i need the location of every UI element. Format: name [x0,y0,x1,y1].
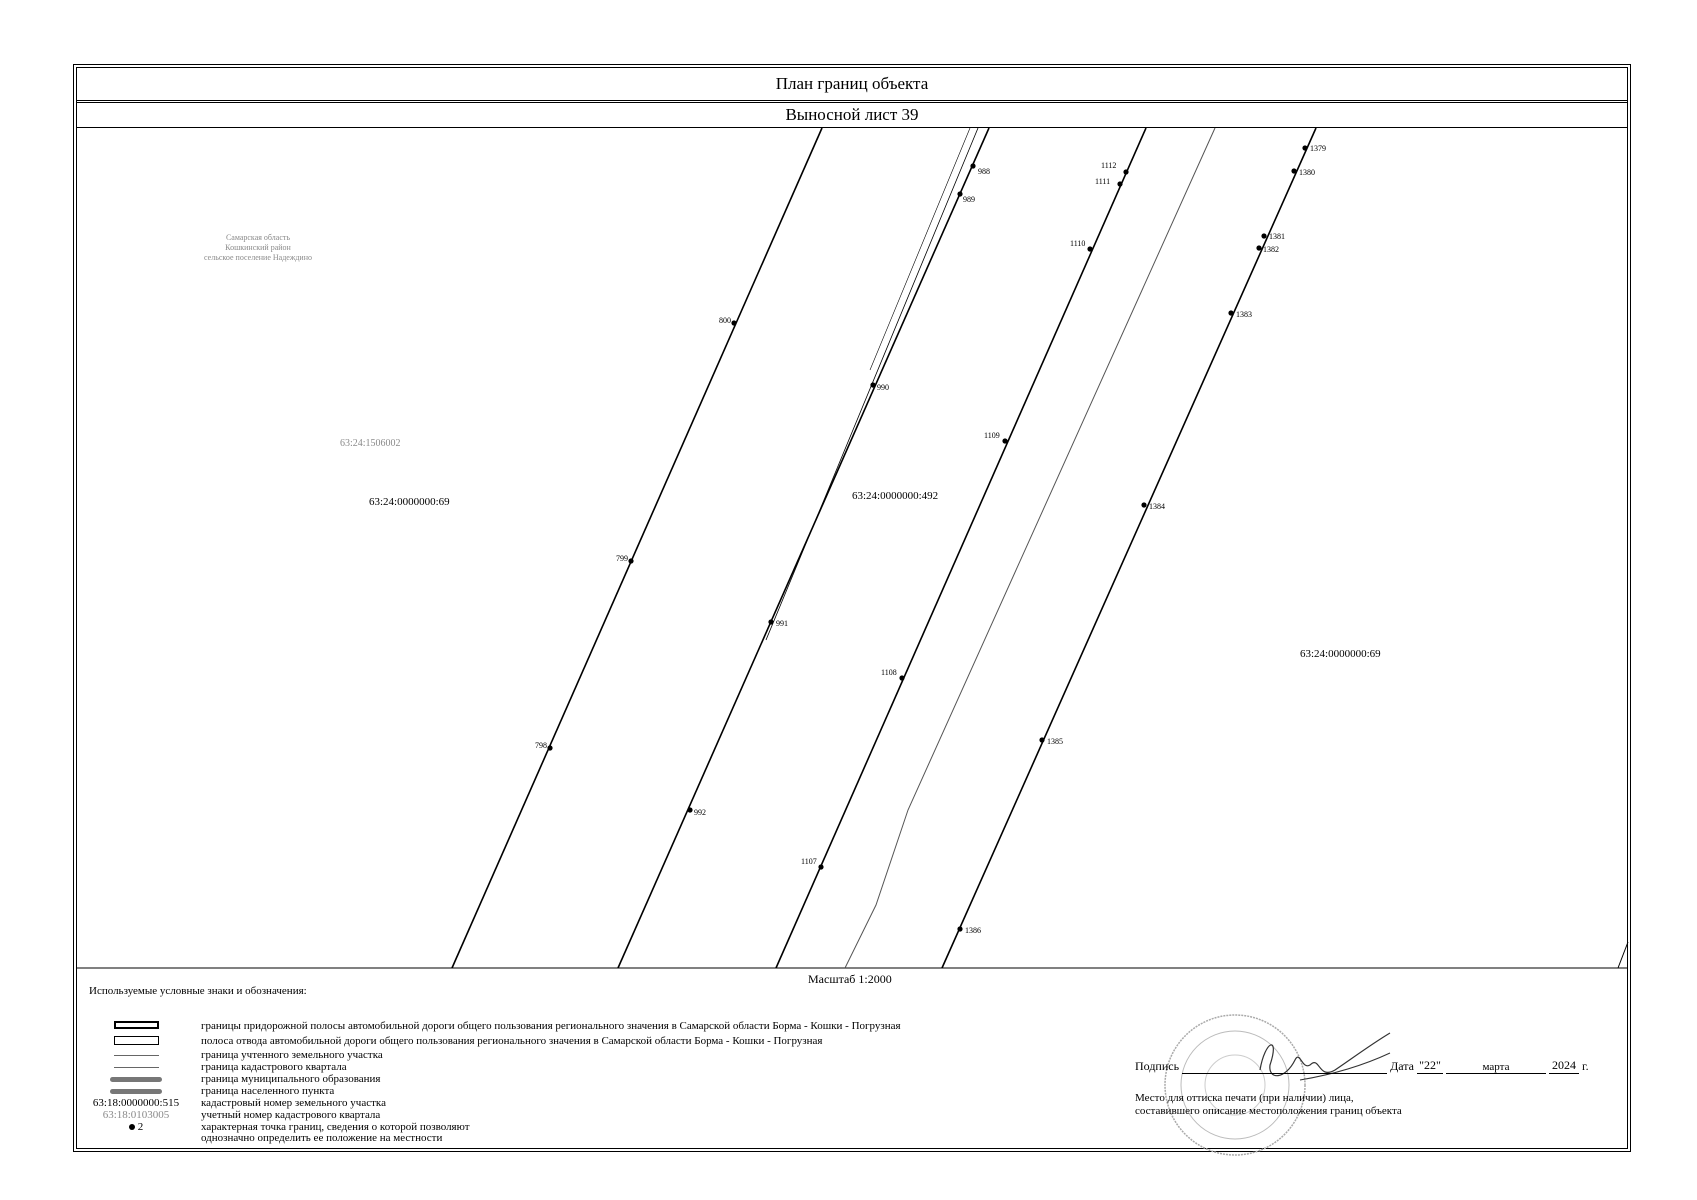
boundary-point-992-marker [687,807,692,812]
region-note-line-1: Самарская область [225,233,291,242]
signature-row [1135,1058,1589,1074]
sheet-title-text: Выносной лист 39 [785,105,919,124]
boundary-point-1386-label: 1386 [965,926,981,935]
boundary-line-1379-1386 [942,128,1316,968]
legend-text: границы придорожной полосы автомобильной дороги общего пользования регионального значения в Самарской области Борма - Кошки - Погрузная [201,1020,901,1032]
boundary-point-800-label: 800 [719,316,731,325]
settlement-boundary-symbol [110,1089,162,1094]
boundary-point-1381-label: 1381 [1269,232,1285,241]
boundary-point-1385-label: 1385 [1047,737,1063,746]
boundary-point-992-label: 992 [694,808,706,817]
boundary-point-1108-marker [899,675,904,680]
quarter-number-label: 63:24:1506002 [340,438,401,449]
boundary-point-1107-marker [818,864,823,869]
boundary-point-1380-label: 1380 [1299,168,1315,177]
signature-label: Подпись [1135,1059,1180,1073]
boundary-point-1381-marker [1261,233,1266,238]
boundary-point-991-label: 991 [776,619,788,628]
point-symbol-label: 2 [137,1121,144,1133]
boundary-point-799-label: 799 [616,554,628,563]
region-note-line-2: Кошкинский район [225,243,291,252]
boundary-point-1383-marker [1228,310,1233,315]
boundary-point-1109-label: 1109 [984,431,1000,440]
boundary-point-1379-label: 1379 [1310,144,1326,153]
quarter-boundary-symbol [114,1067,159,1068]
boundary-point-991-marker [768,619,773,624]
boundary-point-1112-marker [1123,169,1128,174]
parcel-label-east: 63:24:0000000:69 [1300,648,1381,660]
legend-text: граница учтенного земельного участка [201,1049,383,1061]
boundary-point-1379-marker [1302,145,1307,150]
legend-text: характерная точка границ, сведения о которой позволяют [201,1121,470,1133]
legend-text: граница населенного пункта [201,1085,335,1097]
boundary-point-1112-label: 1112 [1101,161,1117,170]
boundary-point-989-label: 989 [963,195,975,204]
boundary-point-988-marker [970,163,975,168]
legend-title: Используемые условные знаки и обозначения: [89,985,307,997]
right-of-way-symbol [114,1036,159,1045]
boundary-point-990-marker [870,382,875,387]
parcel-label-west: 63:24:0000000:69 [369,496,450,508]
legend-text: полоса отвода автомобильной дороги общего пользования регионального значения в Самарской области Борма - Кошки - Погрузная [201,1035,823,1047]
boundary-point-1384-marker [1141,502,1146,507]
quarter-boundary-line [845,128,1215,968]
boundary-point-1111-marker [1117,181,1122,186]
boundary-point-800-marker [731,320,736,325]
date-label: Дата [1390,1059,1414,1073]
quarter-number-symbol: 63:18:0103005 [102,1109,170,1121]
boundary-point-988-label: 988 [978,167,990,176]
signature-line [1182,1061,1387,1074]
stamp-place-note [1135,1092,1402,1118]
municipal-boundary-symbol [110,1077,162,1082]
boundary-point-798-marker [547,745,552,750]
date-year-suffix: г. [1582,1059,1589,1073]
roadside-strip-symbol [114,1021,159,1029]
boundary-point-1386-marker [957,926,962,931]
legend-text: кадастровый номер земельного участка [201,1097,386,1109]
boundary-line-988-992 [618,128,989,968]
boundary-point-1382-marker [1256,245,1261,250]
boundary-line-1112-1107 [776,128,1146,968]
corner-boundary-line [1618,942,1628,968]
region-note-line-3: сельское поселение Надеждино [204,253,312,262]
secondary-line-upper [870,128,970,370]
date-year: 2024 [1549,1058,1579,1074]
boundary-point-798-label: 798 [535,741,547,750]
boundary-point-1110-marker [1087,246,1092,251]
legend-text: однозначно определить ее положение на местности [201,1132,443,1144]
parcel-number-symbol: 63:18:0000000:515 [92,1097,180,1109]
stamp-note-line-2: составившего описание местоположения границ объекта [1135,1105,1402,1117]
legend-text: учетный номер кадастрового квартала [201,1109,381,1121]
boundary-point-1110-label: 1110 [1070,239,1086,248]
boundary-line-800-798 [452,128,822,968]
boundary-point-1108-label: 1108 [881,668,897,677]
date-day: "22" [1417,1058,1443,1074]
boundary-point-1384-label: 1384 [1149,502,1165,511]
boundary-point-1383-label: 1383 [1236,310,1252,319]
boundary-point-989-marker [957,191,962,196]
stamp-note-line-1: Место для оттиска печати (при наличии) лица, [1135,1092,1354,1104]
parcel-boundary-symbol [114,1055,159,1056]
boundary-point-1385-marker [1039,737,1044,742]
boundary-point-1382-label: 1382 [1263,245,1279,254]
boundary-point-990-label: 990 [877,383,889,392]
legend-text: граница муниципального образования [201,1073,381,1085]
boundary-point-1109-marker [1002,438,1007,443]
plan-title-text: План границ объекта [775,73,929,93]
boundary-points [535,144,1326,935]
point-dot-icon [129,1124,135,1130]
date-month: марта [1446,1061,1546,1074]
boundary-point-799-marker [628,558,633,563]
parcel-label-road: 63:24:0000000:492 [852,490,939,502]
map-scale: Масштаб 1:2000 [808,972,892,986]
boundary-point-1380-marker [1291,168,1296,173]
boundary-point-1111-label: 1111 [1095,177,1111,186]
legend-text: граница кадастрового квартала [201,1061,347,1073]
boundary-point-1107-label: 1107 [801,857,817,866]
